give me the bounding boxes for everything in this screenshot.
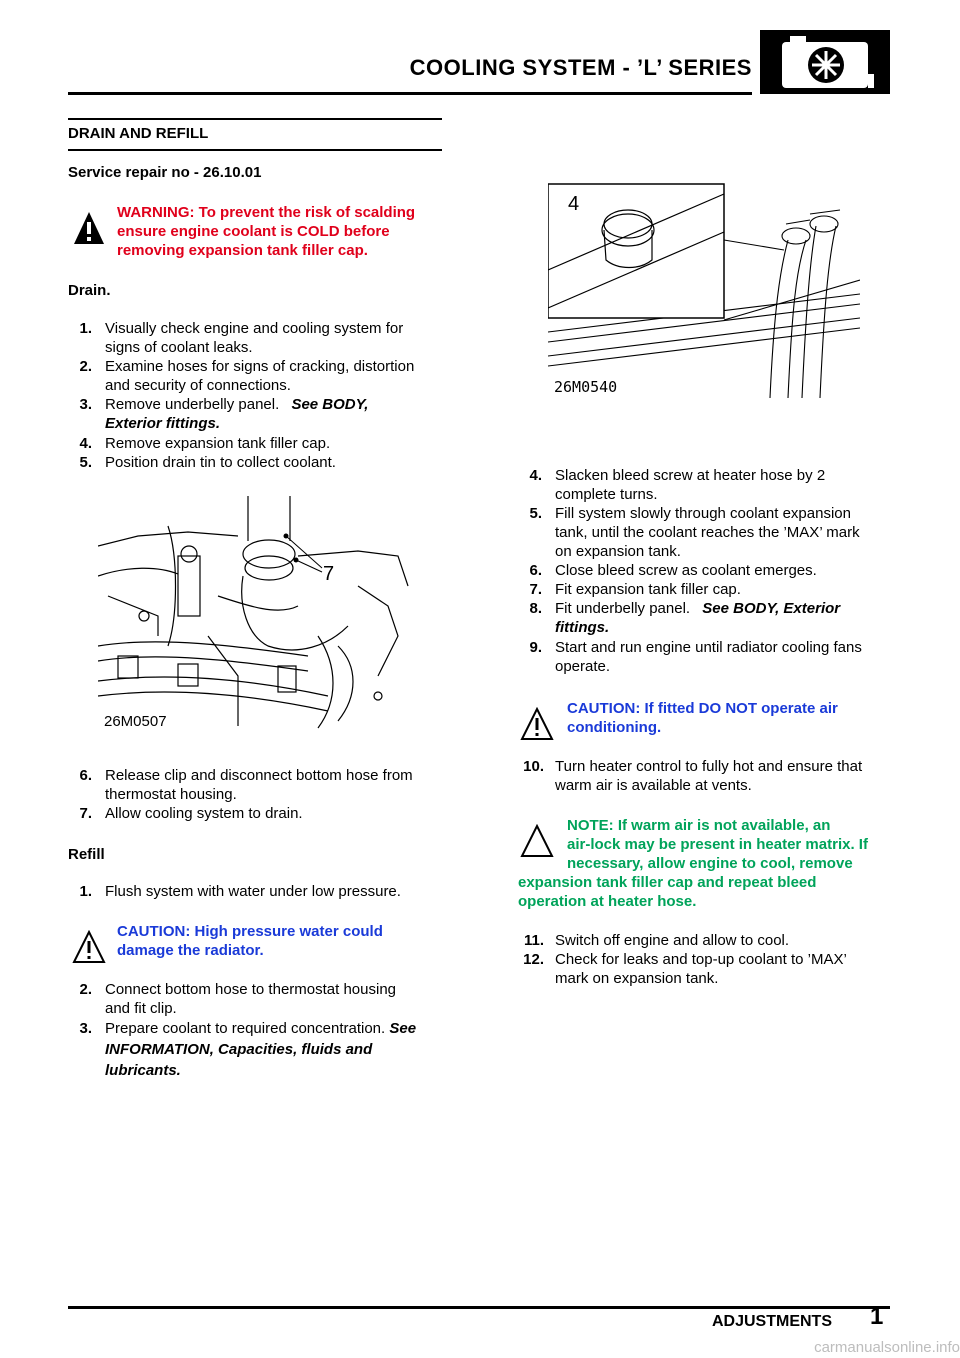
refill-heading: Refill (68, 846, 105, 863)
cross-reference[interactable]: See BODY, Exterior (702, 600, 841, 617)
page-number: 1 (870, 1303, 884, 1330)
step-item: 11. Switch off engine and allow to cool. (523, 932, 790, 949)
caution-text: CAUTION: High pressure water could damage the radiator. (117, 923, 383, 959)
page-title: COOLING SYSTEM - ’L’ SERIES (409, 55, 752, 80)
figure-code: 26M0540 (554, 378, 618, 396)
caution-icon (72, 930, 106, 964)
section-rule-top (68, 118, 442, 120)
callout-number: 4 (568, 193, 580, 215)
step-item: 9. Start and run engine until radiator cooling fans operate. (529, 639, 862, 675)
watermark: carmanualsonline.info (814, 1339, 960, 1356)
callout-number: 7 (323, 563, 335, 585)
cross-reference[interactable]: See BODY, (291, 396, 369, 413)
header-rule (68, 92, 752, 95)
section-icon-box (760, 30, 890, 94)
section-title: DRAIN AND REFILL (68, 125, 209, 142)
step-item: 1. Flush system with water under low pressure. (79, 883, 401, 900)
step-item: 6. Release clip and disconnect bottom hose from thermostat housing. (79, 767, 413, 803)
step-item: 8. Fit underbelly panel. See BODY, Exterior fittings. (518, 599, 898, 638)
final-steps (518, 931, 908, 988)
warning-text: WARNING: To prevent the risk of scalding ensure engine coolant is COLD before removing expansion tank filler cap. (117, 204, 416, 259)
step-item: 5. Position drain tin to collect coolant. (79, 454, 336, 471)
step-item: 2. Examine hoses for signs of cracking, distortion and security of connections. (79, 358, 415, 394)
service-repair-number: Service repair no - 26.10.01 (68, 164, 262, 181)
step-item: 3. Prepare coolant to required concentration. See INFORMATION, Capacities, fluids and lubricants. (68, 1019, 448, 1079)
step-item: 1. Visually check engine and cooling system for signs of coolant leaks. (79, 320, 404, 356)
figure-expansion-tank (548, 180, 860, 398)
figure-code: 26M0507 (104, 713, 167, 730)
caution-icon (520, 707, 554, 741)
bleed-steps (518, 466, 898, 676)
drain-heading: Drain. (68, 282, 111, 299)
figure-thermostat-housing (98, 496, 410, 736)
section-rule-bottom (68, 149, 442, 151)
cross-reference[interactable]: lubricants. (105, 1062, 181, 1079)
footer-section-label: ADJUSTMENTS (711, 1313, 832, 1330)
footer-rule (68, 1306, 890, 1309)
cross-reference[interactable]: Exterior fittings. (105, 415, 221, 432)
step-item: 4. Remove expansion tank filler cap. (79, 435, 331, 452)
step-item: 3. Remove underbelly panel. See BODY, Exterior fittings. (68, 395, 448, 434)
step-item: 12. Check for leaks and top-up coolant to ’MAX’ mark on expansion tank. (523, 951, 847, 987)
cross-reference[interactable]: See (389, 1020, 417, 1037)
step-item: 7. Fit expansion tank filler cap. (529, 581, 741, 598)
caution-text: CAUTION: If fitted DO NOT operate air conditioning. (567, 700, 838, 736)
refill-steps (68, 980, 448, 1079)
drain-steps (68, 319, 448, 472)
note-text-continued: expansion tank filler cap and repeat bleed operation at heater hose. (518, 874, 817, 910)
cross-reference[interactable]: fittings. (555, 619, 610, 636)
step-item: 6. Close bleed screw as coolant emerges. (529, 562, 817, 579)
warning-icon (72, 210, 106, 246)
note-text: NOTE: If warm air is not available, an air-lock may be present in heater matrix. If necessary, allow engine to cool, remove (567, 817, 868, 872)
cross-reference[interactable]: INFORMATION, Capacities, fluids and (105, 1041, 373, 1058)
step-item: 10. Turn heater control to fully hot and ensure that warm air is available at vents. (523, 758, 863, 794)
step-item: 5. Fill system slowly through coolant expansion tank, until the coolant reaches the ’MAX’ mark on expansion tank. (529, 505, 860, 560)
step-item: 2. Connect bottom hose to thermostat housing and fit clip. (79, 981, 397, 1017)
drain-steps-continued (68, 766, 448, 823)
radiator-fan-icon (760, 30, 890, 94)
step-item: 4. Slacken bleed screw at heater hose by 2 complete turns. (529, 467, 826, 503)
step-item: 7. Allow cooling system to drain. (79, 805, 303, 822)
note-icon (520, 824, 554, 858)
